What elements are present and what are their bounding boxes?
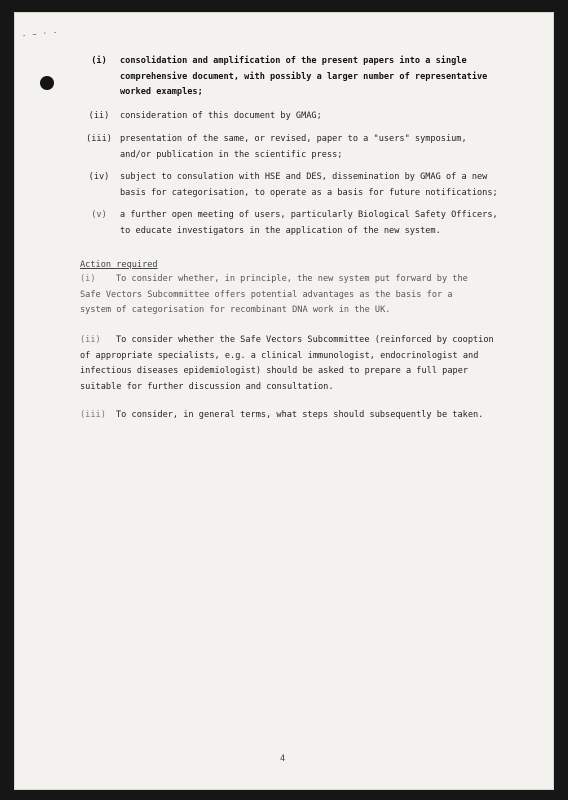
list-item	[80, 208, 520, 239]
corner-marks: - ~ · -	[21, 28, 59, 40]
action-heading: Action required	[80, 260, 158, 270]
item-line: a further open meeting of users, particularly Biological Safety Officers,	[120, 210, 498, 220]
action-item	[80, 272, 520, 319]
action-line: suitable for further discussion and consultation.	[80, 381, 334, 392]
action-text: To consider whether, in principle, the new system put forward by the	[116, 274, 468, 284]
list-item	[80, 109, 520, 125]
action-line: infectious diseases epidemiologist) should be asked to prepare a full paper	[80, 366, 469, 376]
item-text	[120, 208, 520, 239]
item-number: (iv)	[88, 172, 110, 182]
item-line: to educate investigators in the application of the new system.	[120, 225, 441, 236]
action-line: Safe Vectors Subcommittee offers potential advantages as the basis for a	[80, 289, 453, 300]
item-line: subject to consulation with HSE and DES, dissemination by GMAG of a new	[120, 172, 488, 182]
punch-hole	[40, 76, 54, 90]
action-number: (iii)	[80, 410, 106, 420]
action-line	[80, 272, 520, 288]
action-line: of appropriate specialists, e.g. a clinical immunologist, endocrinologist and	[80, 350, 479, 361]
action-item	[80, 333, 520, 395]
action-line	[80, 333, 520, 349]
item-text	[120, 132, 520, 163]
item-line: and/or publication in the scientific press;	[120, 149, 343, 160]
action-text: To consider whether the Safe Vectors Subcommittee (reinforced by cooption	[116, 335, 494, 345]
action-number: (i)	[80, 274, 96, 284]
item-number: (v)	[91, 210, 107, 220]
document-page	[14, 12, 554, 790]
item-line: consolidation and amplification of the present papers into a single	[120, 56, 467, 66]
action-line: system of categorisation for recombinant DNA work in the UK.	[80, 305, 391, 315]
item-line: worked examples;	[120, 87, 203, 97]
action-number: (ii)	[80, 335, 101, 345]
page-number: 4	[280, 754, 286, 764]
action-text: To consider, in general terms, what steps should subsequently be taken.	[116, 410, 484, 420]
item-line: presentation of the same, or revised, paper to a "users" symposium,	[120, 134, 467, 144]
list-item	[80, 54, 520, 101]
list-item	[80, 132, 520, 163]
item-line: comprehensive document, with possibly a larger number of representative	[120, 71, 488, 82]
item-number: (ii)	[88, 111, 110, 121]
item-text	[120, 170, 520, 201]
item-number: (i)	[91, 56, 107, 66]
item-text	[120, 54, 520, 101]
action-item	[80, 408, 520, 424]
item-number: (iii)	[86, 134, 112, 144]
action-line	[80, 408, 520, 424]
item-line: consideration of this document by GMAG;	[120, 111, 322, 121]
list-item	[80, 170, 520, 201]
item-line: basis for categorisation, to operate as a basis for future notifications;	[120, 187, 498, 198]
item-text	[120, 109, 520, 125]
